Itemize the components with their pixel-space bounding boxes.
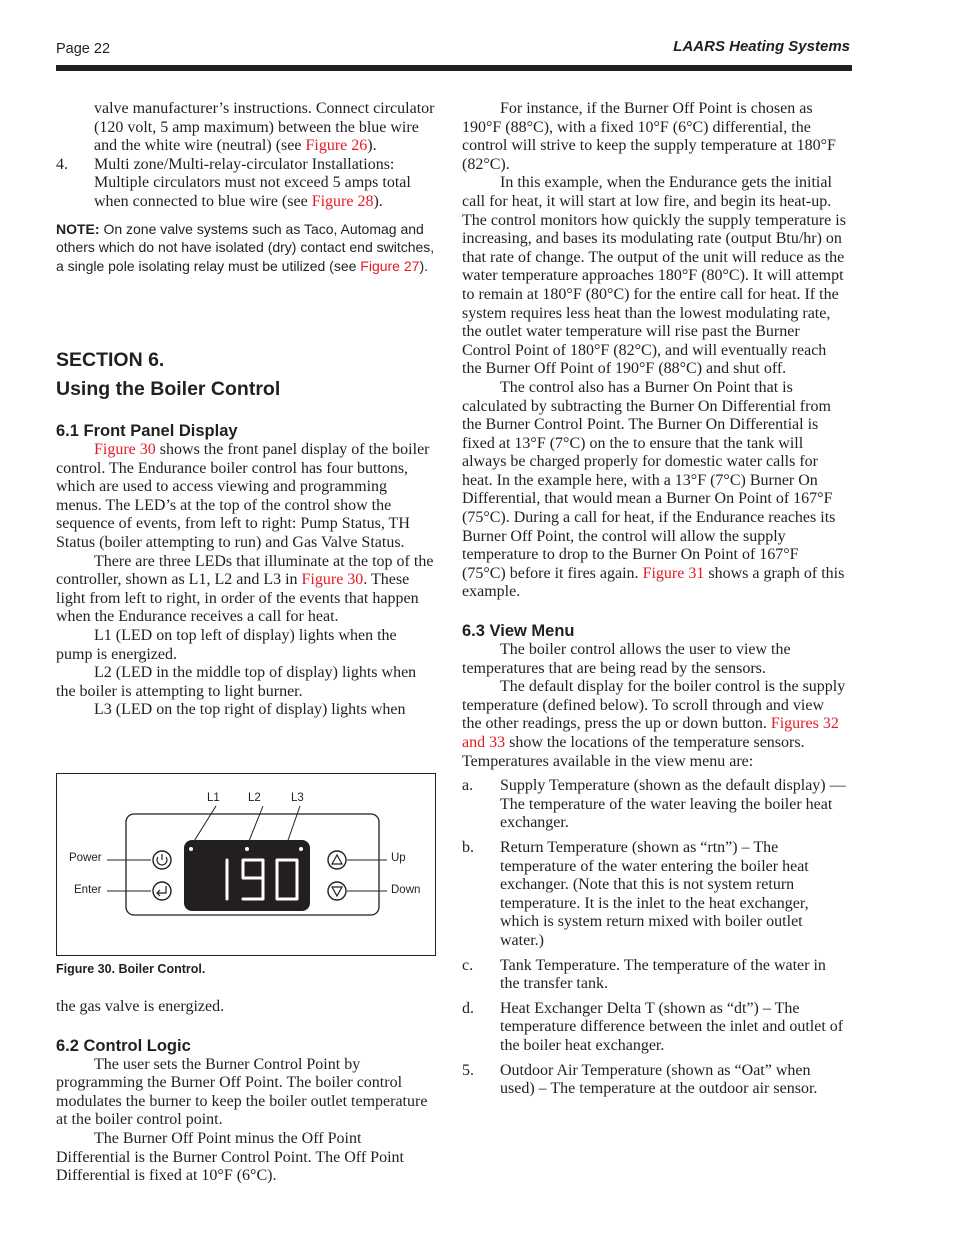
figure-link[interactable]: Figure 28 [311,192,374,210]
heading-6-2: 6.2 Control Logic [56,1036,191,1055]
text: The default display for the boiler control is the supply temperature (defined below). To scroll through and view the other readings, press the up or down button. [462,678,846,733]
note-label: NOTE: [56,220,100,237]
header-rule [56,65,852,71]
paragraph: The boiler control allows the user to view the temperatures that are being read by the sensors. [462,641,791,677]
list-text: Tank Temperature. The temperature of the water in the transfer tank. [500,956,826,993]
text: shows a graph of this example. [462,564,845,601]
figure-link[interactable]: Figure 26 [305,137,368,155]
label-power: Power [69,852,102,864]
list-text: Heat Exchanger Delta T (shown as “dt”) – The temperature difference between the inlet and outlet of the boiler heat exchanger. [500,999,844,1054]
enter-button [153,882,171,900]
left-column-bottom [56,998,436,1186]
paragraph [462,678,846,771]
list-label: b. [462,838,474,856]
paragraph: The Burner Off Point minus the Off Point Differential is the Burner Control Point. The Off Point Differential is fixed at 10°F (6°C). [56,1129,404,1185]
label-l1: L1 [207,792,220,804]
list-item [462,957,846,994]
label-up: Up [391,852,406,864]
paragraph: L2 (LED in the middle top of display) lights when the boiler is attempting to light burner. [56,664,417,700]
section-name: Using the Boiler Control [56,378,281,400]
label-l2: L2 [248,792,261,804]
paragraph: the gas valve is energized. [56,998,225,1015]
list-label: 5. [462,1061,474,1079]
list-item [462,1062,846,1099]
paragraph: The user sets the Burner Control Point by programming the Burner Off Point. The boiler control modulates the burner to keep the boiler outlet temperature at the boiler control point. [56,1055,428,1129]
figure-caption: Figure 30. Boiler Control. [56,962,206,976]
heading-6-1: 6.1 Front Panel Display [56,422,238,440]
list-label: d. [462,999,474,1017]
figure-link[interactable]: Figure 31 [642,564,705,582]
section-6-1 [56,421,436,720]
list-item [56,156,436,212]
down-button [328,882,346,900]
paragraph [462,379,846,602]
list-label: c. [462,956,474,974]
paragraph: For instance, if the Burner Off Point is chosen as 190°F (88°C), with a fixed 10°F (6°C) differential, the control will strive to keep the supply temperature at 180°F (82°C). [462,100,836,173]
text: . These light from left to right, in order of the events that happen when the Endurance receives a call for heat. [56,571,419,626]
boiler-control-diagram [57,774,435,955]
text: valve manufacturer’s instructions. Connect circulator (120 volt, 5 amp maximum) between the blue wire and the white wire (neutral) (see [94,100,435,155]
list-item [462,839,846,951]
led-l3 [299,847,304,852]
list-item [462,1000,846,1056]
section-number: SECTION 6. [56,349,165,371]
page-number: Page 22 [56,41,111,57]
section-title [56,346,436,404]
text: Multi zone/Multi-relay-circulator Installations: Multiple circulators must not exceed 5 amps total when connected to blue wire (see [94,155,411,210]
figure-30 [56,773,436,956]
paragraph [56,441,436,553]
paragraph: In this example, when the Endurance gets the initial call for heat, it will start at low fire, and begin its heat-up. The control monitors how quickly the supply temperature is increasing, and bases its modulating rate (output Btu/hr) on that rate of change. The output of the unit will reduce as the water temperature approaches 180°F (80°C). It will attempt to remain at 180°F (80°C) for the entire call for heat. If the system requires less heat than the lowest modulating rate, the outlet water temperature will rise past the Burner Control Point of 180°F (82°C), and will eventually reach the Burner Off Point of 190°F (88°C) and shut off. [462,174,846,378]
text: ). [373,192,383,210]
label-l3: L3 [291,792,304,804]
right-column [462,100,846,1099]
list-label: a. [462,777,474,795]
text: The control also has a Burner On Point that is calculated by subtracting the Burner On Differential from the Burner Control Point. The Burner On Differential is fixed at 13°F (7°C) on the to ensure that the tank will always be charged properly for domestic water calls for heat. In the example here, with a 13°F (7°C) Burner On Differential, that would mean a Burner On Point of 167°F (75°C). During a call for heat, if the Endurance reaches its Burner Off Point, the control will allow the supply temperature to drop to the Burner On Point of 167°F (75°C) before it fires again. [462,378,836,582]
paragraph: L3 (LED on the top right of display) lights when [94,701,406,719]
text: ). [367,137,377,155]
text: On zone valve systems such as Taco, Automag and others which do not have isolated (dry) contact end switches, a single pole isolating relay must be utilized (see [56,220,435,274]
text: shows the front panel display of the boiler control. The Endurance boiler control has four buttons, which are used to access viewing and programming menus. The LED’s at the top of the control show the sequence of events, from left to right: Pump Status, TH Status (boiler attempting to run) and Gas Valve Status. [56,441,430,551]
list-text: Outdoor Air Temperature (shown as “Oat” when used) – The temperature at the outdoor air sensor. [500,1061,818,1098]
label-enter: Enter [74,884,102,896]
figure-link[interactable]: Figure 30 [94,441,156,458]
text: show the locations of the temperature sensors. Temperatures available in the view menu are: [462,734,805,770]
brand-header: LAARS Heating Systems [673,38,850,55]
left-column-top [56,100,436,276]
led-l1 [189,847,194,852]
label-down: Down [391,884,421,896]
paragraph: L1 (LED on top left of display) lights when the pump is energized. [56,626,397,663]
list-text: Supply Temperature (shown as the default display) — The temperature of the water leaving the boiler heat exchanger. [500,777,846,832]
figure-link[interactable]: Figure 27 [360,257,420,274]
figure-link[interactable]: Figure 30 [301,571,364,589]
led-l2 [245,847,250,852]
up-button [328,851,346,869]
note [56,220,436,276]
list-text: Return Temperature (shown as “rtn”) – The temperature of the water entering the boiler heat exchanger. (Note that this is not system return temperature. It is the inlet to the heat exchanger, which is system return mixed with boiler outlet water.) [500,838,809,949]
text: ). [419,257,428,274]
list-label: 4. [56,155,68,173]
list-item [462,777,846,833]
heading-6-3: 6.3 View Menu [462,622,575,641]
figure-link[interactable]: Figures 32 and 33 [462,715,839,751]
text: There are three LEDs that illuminate at the top of the controller, shown as L1, L2 and L3 in [56,552,434,589]
paragraph [56,100,436,156]
paragraph [56,553,436,627]
